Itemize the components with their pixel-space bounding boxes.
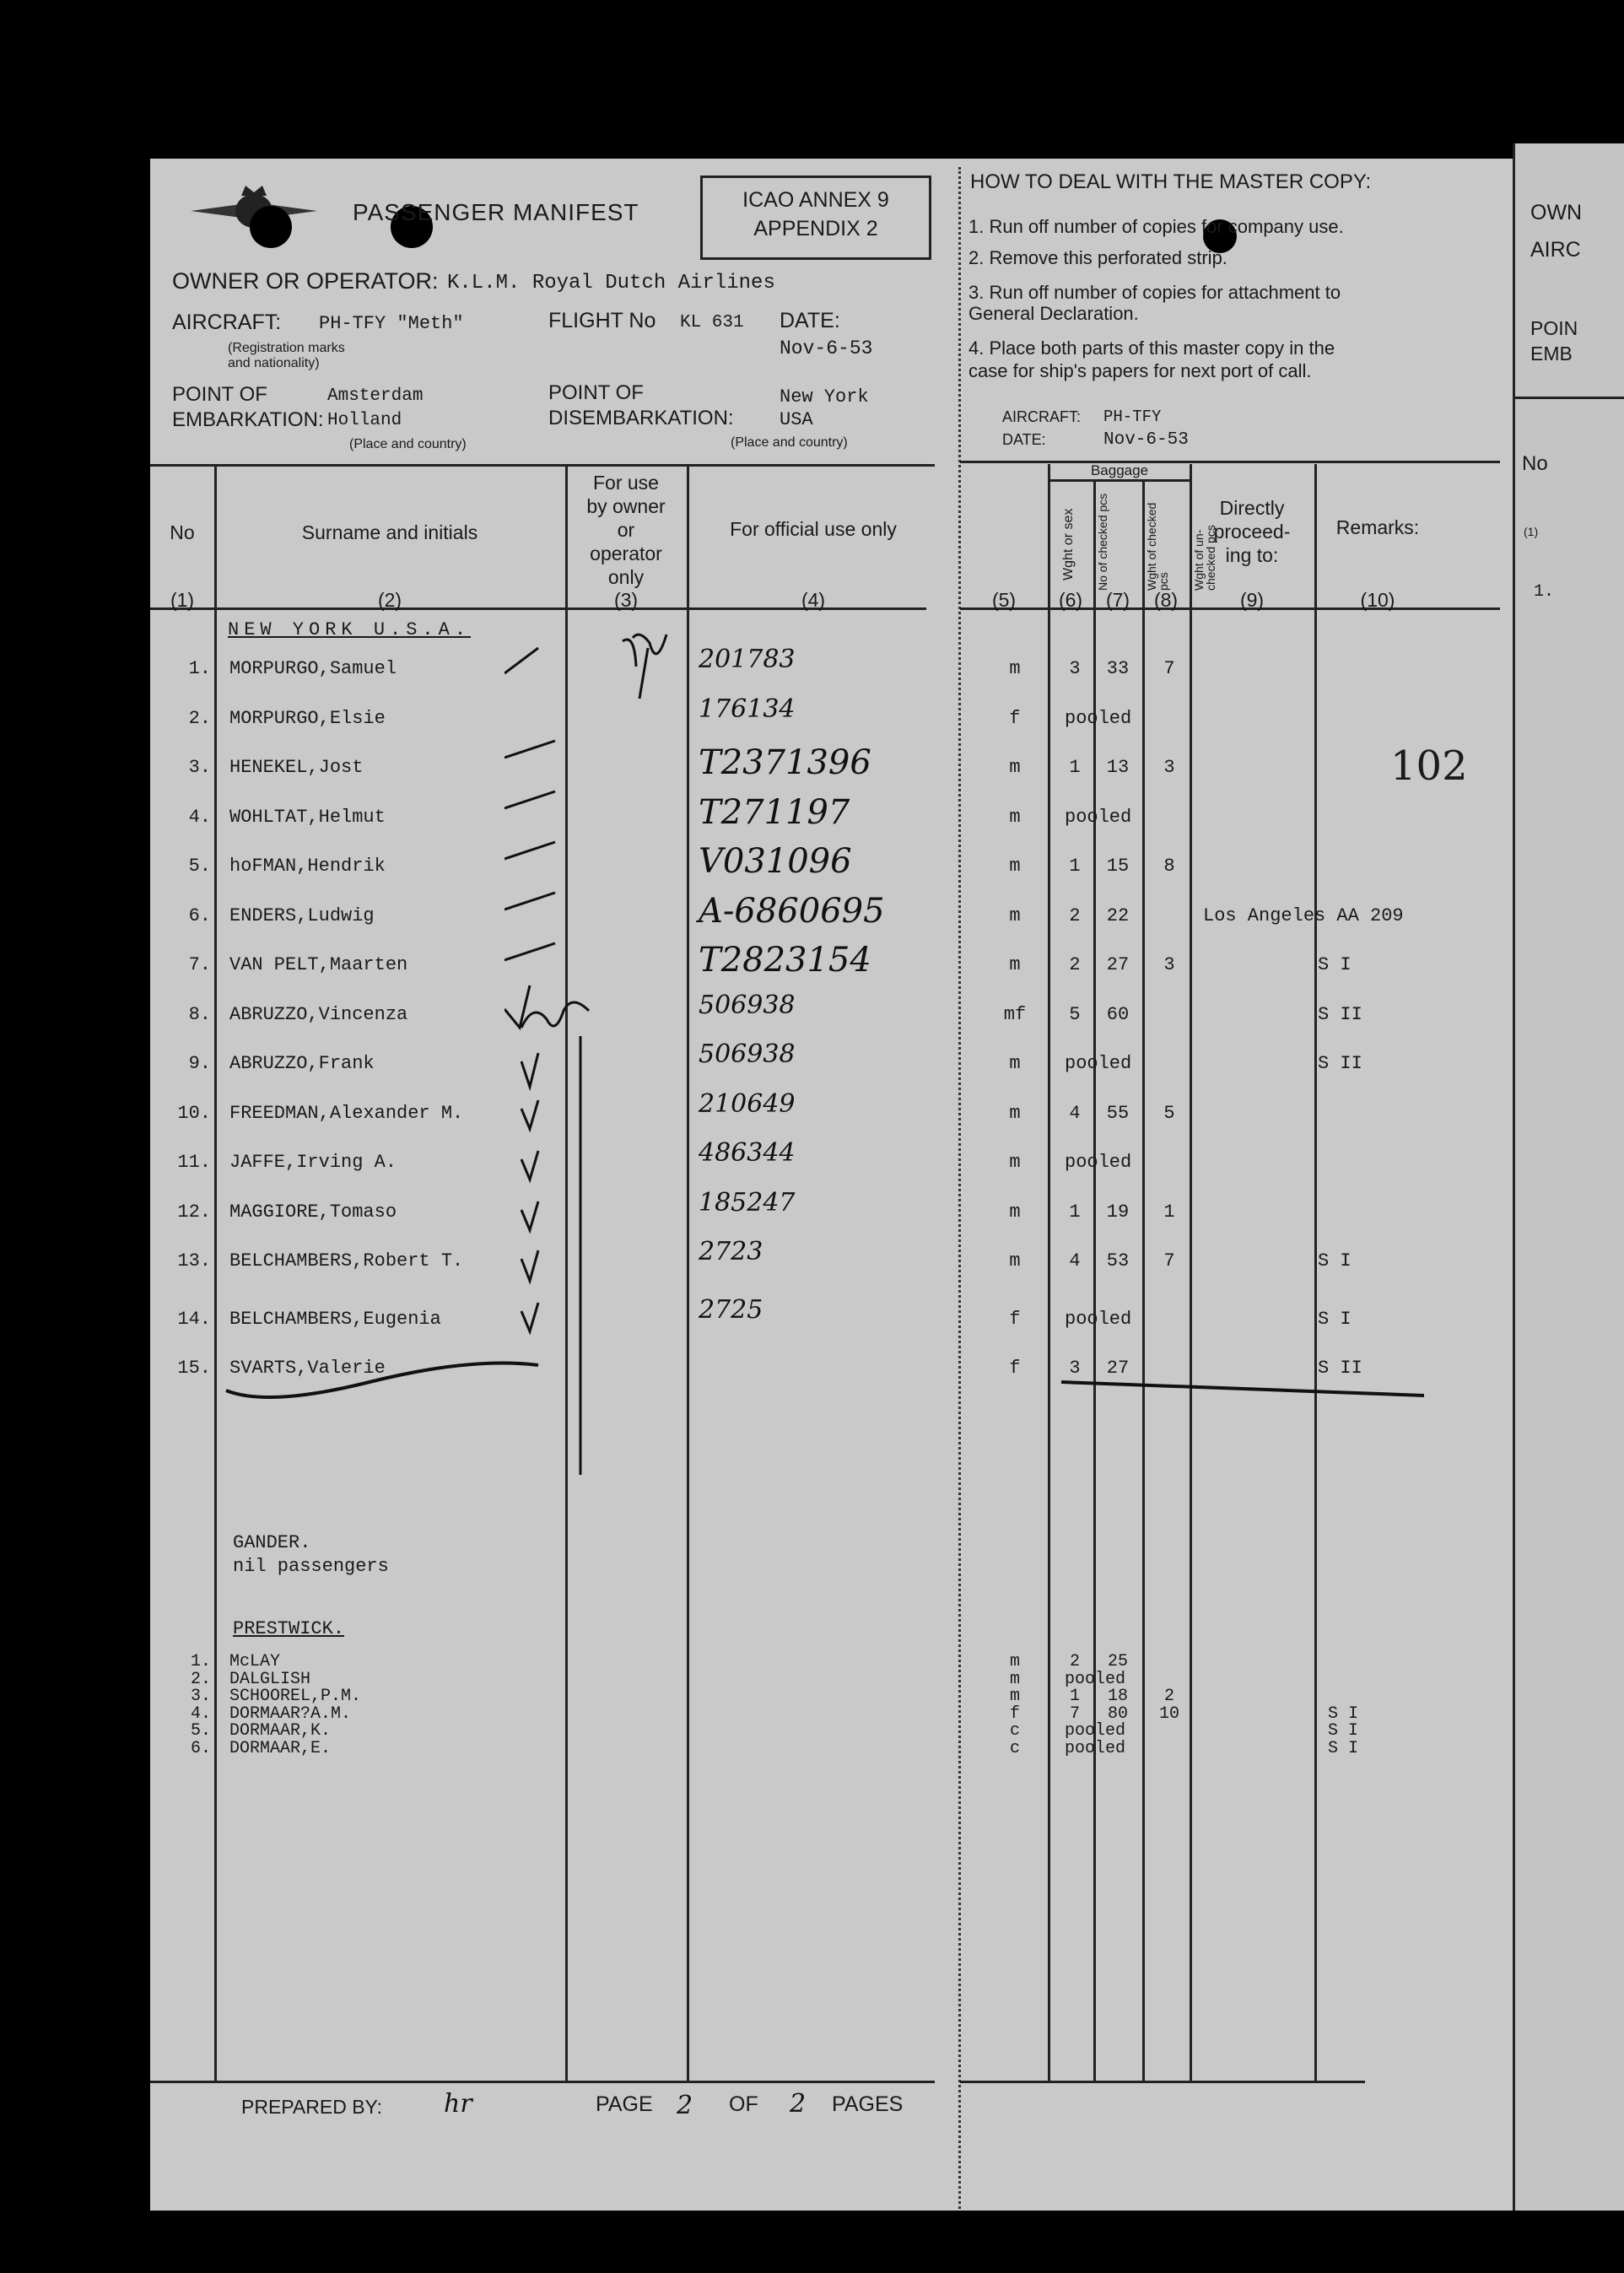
cell-no: 14.: [177, 1309, 211, 1330]
cell-sex: m: [1009, 1053, 1021, 1074]
cell-wght: 33: [1106, 658, 1130, 679]
cell-sex: m: [1009, 807, 1021, 828]
cell-wght: 53: [1106, 1250, 1130, 1271]
cell-official: 506938: [699, 1039, 796, 1069]
owner-value: K.L.M. Royal Dutch Airlines: [447, 272, 775, 294]
prestwick-cell-pcs: pooled: [1065, 1721, 1126, 1741]
col-num: (10): [1360, 589, 1395, 611]
cell-pcs: 5: [1069, 1004, 1081, 1025]
prestwick-cell-remarks: S I: [1328, 1721, 1359, 1741]
col-header-direct: Directly proceed- ing to:: [1213, 497, 1291, 566]
prestwick-cell-pcs: 2: [1069, 1652, 1080, 1671]
cell-pcs: 1: [1069, 757, 1081, 778]
embark-note: (Place and country): [349, 437, 467, 451]
cell-unchk: 5: [1163, 1103, 1175, 1124]
col-num: (3): [613, 589, 639, 611]
cell-official: T2371396: [699, 743, 871, 782]
disembark-note: (Place and country): [731, 435, 848, 450]
col-divider: [214, 464, 217, 2082]
cell-official: V031096: [699, 842, 852, 881]
prestwick-cell-pcs: 1: [1069, 1687, 1080, 1706]
prestwick-cell-sex: f: [1009, 1704, 1020, 1724]
prestwick-cell-unchk: 2: [1163, 1687, 1174, 1706]
col-header-official: For official use only: [730, 518, 897, 540]
disembark-value2: USA: [780, 409, 813, 430]
strip-text: (1): [1524, 525, 1539, 538]
col-num: (8): [1153, 589, 1179, 611]
cell-sex: m: [1009, 757, 1021, 778]
cell-official: 185247: [699, 1188, 796, 1217]
cell-pcs: pooled: [1065, 1309, 1132, 1330]
instruction-item: 1. Run off number of copies for company use.: [968, 216, 1344, 237]
strip-aircraft-label: AIRCRAFT:: [1002, 408, 1082, 425]
col-num: (1): [170, 589, 195, 611]
icao-annex-box: [700, 175, 931, 260]
cell-no: 8.: [188, 1004, 211, 1025]
cell-wght: 27: [1106, 1358, 1130, 1379]
cell-wght: 55: [1106, 1103, 1130, 1124]
prestwick-cell-sex: m: [1009, 1687, 1020, 1706]
prestwick-cell-no: 2.: [190, 1670, 211, 1689]
prestwick-cell-remarks: S I: [1328, 1704, 1359, 1724]
col-header-surname: Surname and initials: [301, 521, 478, 543]
prestwick-cell-wght: 80: [1107, 1704, 1128, 1724]
cell-no: 4.: [188, 807, 211, 828]
page-label: PAGE: [596, 2092, 653, 2116]
cell-official: 210649: [699, 1089, 796, 1119]
cell-wght: 60: [1106, 1004, 1130, 1025]
instruction-item: case for ship's papers for next port of call.: [968, 360, 1312, 381]
aircraft-label: AIRCRAFT:: [172, 310, 282, 334]
col-header-unchecked: Wght of un-checked pcs: [1192, 525, 1217, 591]
instruction-item: General Declaration.: [968, 303, 1139, 324]
table-bottom-rule: [150, 2081, 935, 2083]
col-num: (4): [801, 589, 826, 611]
prestwick-cell-wght: 25: [1107, 1652, 1128, 1671]
strip-text: AIRC: [1530, 238, 1581, 262]
prestwick-cell-no: 3.: [190, 1687, 211, 1706]
cell-name: ABRUZZO,Frank: [229, 1053, 375, 1074]
cell-sex: m: [1009, 1103, 1021, 1124]
col-header-owner-use: For use by owner or operator only: [586, 472, 666, 588]
cell-name: ABRUZZO,Vincenza: [229, 1004, 408, 1025]
embark-value2: Holland: [327, 411, 402, 430]
col-header-sex: Wght or sex: [1061, 508, 1076, 580]
cell-sex: f: [1009, 1358, 1021, 1379]
prestwick-cell-name: SCHOOREL,P.M.: [229, 1687, 362, 1706]
cell-name: hoFMAN,Hendrik: [229, 856, 386, 877]
cell-no: 7.: [188, 954, 211, 975]
col-header-checked-no: No of checked pcs: [1096, 493, 1109, 591]
cell-remarks: S I: [1318, 1250, 1352, 1271]
cell-remarks: S I: [1318, 1309, 1352, 1330]
cell-sex: m: [1009, 905, 1021, 926]
of-value: 2: [790, 2089, 807, 2119]
cell-unchk: 3: [1163, 757, 1175, 778]
perforation-line: [958, 167, 961, 2209]
instruction-item: 2. Remove this perforated strip.: [968, 247, 1227, 268]
cell-official: 506938: [699, 991, 796, 1020]
cell-official: T2823154: [699, 941, 871, 980]
strip-rule: [1515, 397, 1624, 399]
prestwick-cell-no: 6.: [190, 1739, 211, 1758]
section-new-york: NEW YORK U.S.A.: [228, 619, 472, 640]
cell-official: 201783: [699, 645, 796, 674]
embark-label2: EMBARKATION:: [172, 408, 324, 431]
date-value: Nov-6-53: [780, 337, 873, 359]
check-marks: [504, 631, 707, 1475]
col-header-no: No: [170, 521, 195, 543]
cell-remarks: S II: [1318, 1358, 1362, 1379]
prestwick-cell-no: 4.: [190, 1704, 211, 1724]
prestwick-cell-sex: m: [1009, 1670, 1020, 1689]
baggage-rule: [1048, 479, 1191, 482]
cell-wght: 13: [1106, 757, 1130, 778]
cell-name: HENEKEL,Jost: [229, 757, 364, 778]
cell-remarks: S II: [1318, 1053, 1362, 1074]
col-num: (6): [1058, 589, 1083, 611]
cell-unchk: 7: [1163, 1250, 1175, 1271]
cell-official: 486344: [699, 1138, 796, 1168]
strip-text: No: [1522, 452, 1548, 475]
cell-wght: 27: [1106, 954, 1130, 975]
cell-wght: 15: [1106, 856, 1130, 877]
cell-pcs: 4: [1069, 1103, 1081, 1124]
col-num: (7): [1105, 589, 1130, 611]
cell-remarks: S II: [1318, 1004, 1362, 1025]
cell-no: 9.: [188, 1053, 211, 1074]
col-num: (2): [377, 589, 402, 611]
table-bottom-rule: [960, 2081, 1365, 2083]
of-label: OF: [729, 2092, 758, 2116]
cell-sex: f: [1009, 708, 1021, 729]
table-top-rule: [150, 464, 935, 467]
cell-pcs: 4: [1069, 1250, 1081, 1271]
cell-name: BELCHAMBERS,Robert T.: [229, 1250, 464, 1271]
cell-direct: Los Angeles AA 209: [1203, 905, 1404, 926]
instruction-item: 4. Place both parts of this master copy in the: [968, 337, 1335, 359]
disembark-value1: New York: [780, 386, 869, 408]
cell-sex: f: [1009, 1309, 1021, 1330]
date-label: DATE:: [780, 309, 840, 332]
cell-pcs: 2: [1069, 954, 1081, 975]
cell-pcs: pooled: [1065, 807, 1132, 828]
strip-text: 1.: [1534, 582, 1555, 602]
col-num: (9): [1239, 589, 1265, 611]
cell-official: A-6860695: [699, 892, 885, 931]
manifest-title: PASSENGER MANIFEST: [353, 199, 639, 225]
prestwick-cell-no: 5.: [190, 1721, 211, 1741]
prestwick-cell-remarks: S I: [1328, 1739, 1359, 1758]
prestwick-cell-pcs: pooled: [1065, 1739, 1126, 1758]
cell-wght: 22: [1106, 905, 1130, 926]
cell-name: SVARTS,Valerie: [229, 1358, 386, 1379]
cell-pcs: 2: [1069, 905, 1081, 926]
cell-pcs: 1: [1069, 856, 1081, 877]
prestwick-title: PRESTWICK.: [233, 1618, 345, 1639]
strip-text: EMB: [1530, 343, 1573, 364]
cell-official: T271197: [699, 793, 850, 832]
owner-label: OWNER OR OPERATOR:: [172, 268, 439, 294]
cell-sex: m: [1009, 658, 1021, 679]
prestwick-cell-name: DORMAAR,E.: [229, 1739, 332, 1758]
cell-name: MORPURGO,Elsie: [229, 708, 386, 729]
col-divider: [1190, 464, 1192, 2082]
instruction-item: 3. Run off number of copies for attachment to: [968, 282, 1341, 303]
cell-unchk: 1: [1163, 1201, 1175, 1223]
cell-pcs: 3: [1069, 658, 1081, 679]
cell-name: VAN PELT,Maarten: [229, 954, 408, 975]
strike-through-mark: [201, 1357, 1449, 1424]
page-number-stamp: 102: [1390, 742, 1468, 790]
gander-title: GANDER.: [233, 1532, 311, 1553]
prestwick-cell-name: DORMAAR?A.M.: [229, 1704, 352, 1724]
prestwick-cell-sex: m: [1009, 1652, 1020, 1671]
instructions-title: HOW TO DEAL WITH THE MASTER COPY:: [970, 170, 1372, 193]
prestwick-cell-name: DALGLISH: [229, 1670, 311, 1689]
gander-note: nil passengers: [233, 1556, 389, 1577]
col-header-remarks: Remarks:: [1335, 516, 1420, 538]
cell-sex: mf: [1003, 1004, 1027, 1025]
prepared-signature: hr: [444, 2089, 472, 2119]
cell-no: 15.: [177, 1358, 211, 1379]
col-divider: [1048, 464, 1050, 2082]
embark-label1: POINT OF: [172, 383, 267, 406]
cell-name: JAFFE,Irving A.: [229, 1152, 397, 1173]
cell-sex: m: [1009, 856, 1021, 877]
annex-line1: ICAO ANNEX 9: [742, 188, 889, 212]
strip-text: OWN: [1530, 201, 1583, 224]
cell-official: 2725: [699, 1295, 763, 1325]
strip-aircraft-value: PH-TFY: [1103, 408, 1162, 426]
cell-name: MORPURGO,Samuel: [229, 658, 397, 679]
aircraft-value: PH-TFY "Meth": [319, 313, 464, 334]
aircraft-note2: and nationality): [228, 356, 320, 370]
cell-no: 5.: [188, 856, 211, 877]
prestwick-cell-unchk: 10: [1158, 1704, 1179, 1724]
next-page-strip: [1513, 143, 1624, 2211]
cell-no: 2.: [188, 708, 211, 729]
aircraft-note1: (Registration marks: [228, 341, 345, 355]
cell-sex: m: [1009, 1152, 1021, 1173]
cell-name: ENDERS,Ludwig: [229, 905, 375, 926]
cell-name: WOHLTAT,Helmut: [229, 807, 386, 828]
cell-sex: m: [1009, 1201, 1021, 1223]
col-header-baggage: Baggage: [1090, 462, 1149, 478]
table-top-rule: [960, 461, 1500, 463]
punch-hole: [250, 206, 292, 248]
embark-value1: Amsterdam: [327, 386, 424, 406]
manifest-page: [150, 159, 1513, 2211]
cell-no: 11.: [177, 1152, 211, 1173]
prestwick-cell-sex: c: [1009, 1721, 1020, 1741]
disembark-label2: DISEMBARKATION:: [548, 407, 734, 429]
cell-wght: 19: [1106, 1201, 1130, 1223]
cell-name: MAGGIORE,Tomaso: [229, 1201, 397, 1223]
instructions-list: [968, 211, 1344, 386]
cell-no: 6.: [188, 905, 211, 926]
col-num: (5): [991, 589, 1017, 611]
cell-no: 1.: [188, 658, 211, 679]
cell-remarks: S I: [1318, 954, 1352, 975]
pages-label: PAGES: [832, 2092, 904, 2116]
col-divider: [1142, 479, 1145, 2082]
prestwick-cell-name: McLAY: [229, 1652, 281, 1671]
prestwick-cell-wght: 18: [1107, 1687, 1128, 1706]
cell-name: FREEDMAN,Alexander M.: [229, 1103, 464, 1124]
disembark-label1: POINT OF: [548, 381, 644, 404]
strip-text: POIN: [1530, 317, 1578, 339]
cell-pcs: pooled: [1065, 1152, 1132, 1173]
cell-no: 10.: [177, 1103, 211, 1124]
prestwick-cell-name: DORMAAR,K.: [229, 1721, 332, 1741]
page-value: 2: [677, 2091, 693, 2120]
cell-pcs: pooled: [1065, 1053, 1132, 1074]
cell-no: 3.: [188, 757, 211, 778]
annex-line2: APPENDIX 2: [753, 217, 878, 240]
prestwick-cell-pcs: 7: [1069, 1704, 1080, 1724]
cell-no: 13.: [177, 1250, 211, 1271]
cell-no: 12.: [177, 1201, 211, 1223]
prepared-label: PREPARED BY:: [241, 2096, 383, 2118]
col-header-checked-wght: Wght of checked pcs: [1145, 502, 1170, 591]
cell-official: 176134: [699, 694, 796, 724]
cell-unchk: 8: [1163, 856, 1175, 877]
cell-sex: m: [1009, 1250, 1021, 1271]
cell-unchk: 3: [1163, 954, 1175, 975]
flight-label: FLIGHT No: [548, 309, 656, 332]
cell-pcs: pooled: [1065, 708, 1132, 729]
cell-pcs: 1: [1069, 1201, 1081, 1223]
prestwick-cell-pcs: pooled: [1065, 1670, 1126, 1689]
cell-official: 2723: [699, 1237, 763, 1266]
cell-unchk: 7: [1163, 658, 1175, 679]
prestwick-cell-no: 1.: [190, 1652, 211, 1671]
cell-pcs: 3: [1069, 1358, 1081, 1379]
flight-value: KL 631: [680, 313, 744, 332]
strip-date-value: Nov-6-53: [1103, 430, 1189, 450]
prestwick-cell-sex: c: [1009, 1739, 1020, 1758]
col-divider: [1314, 464, 1317, 2082]
cell-sex: m: [1009, 954, 1021, 975]
strip-date-label: DATE:: [1002, 431, 1046, 448]
cell-name: BELCHAMBERS,Eugenia: [229, 1309, 441, 1330]
